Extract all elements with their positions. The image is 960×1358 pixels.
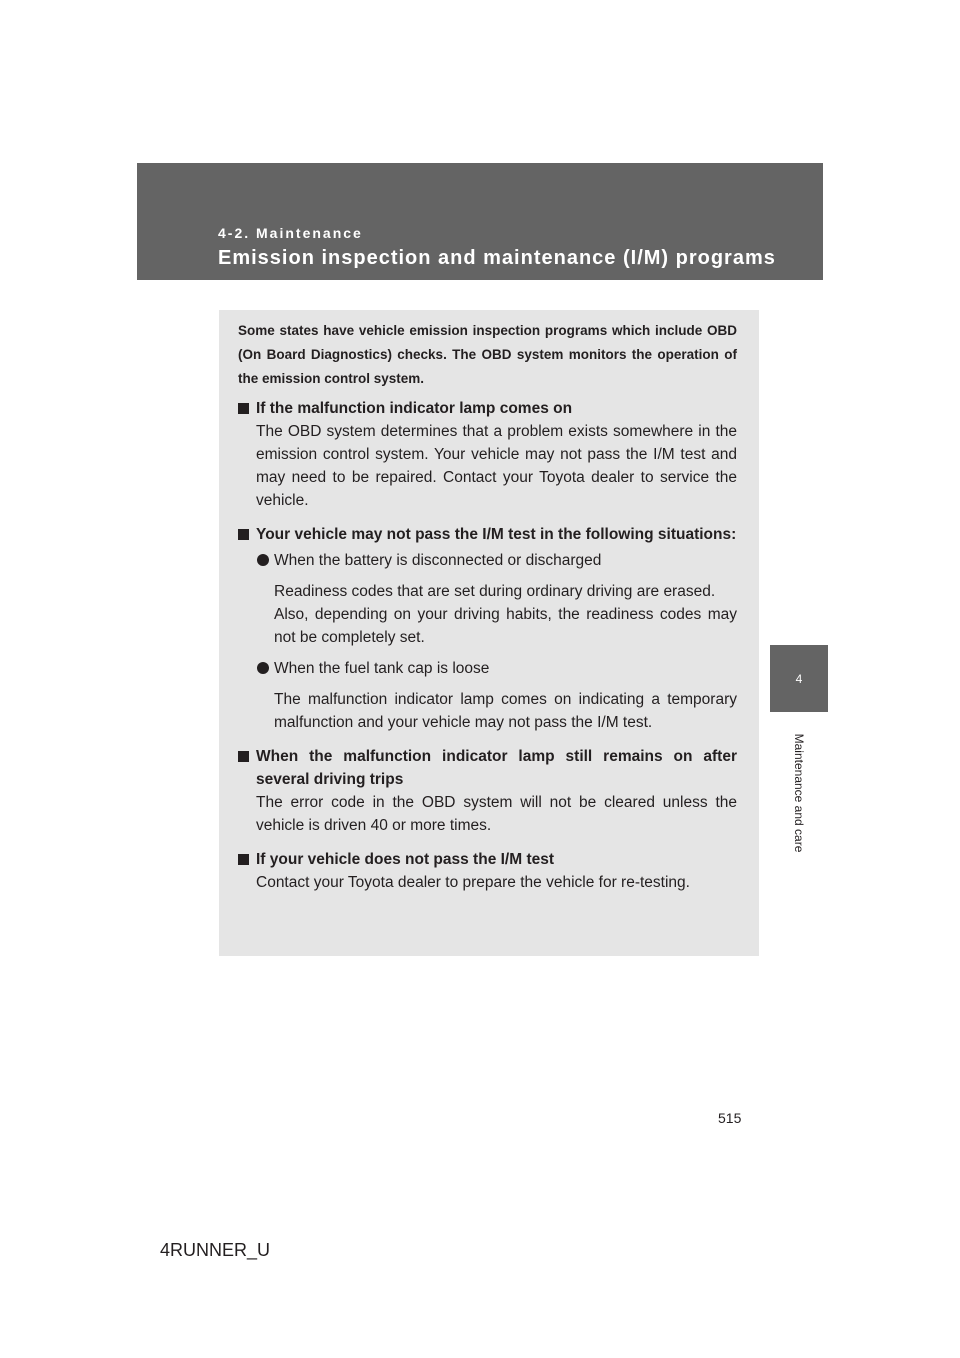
list-item bbox=[238, 549, 737, 572]
header-band bbox=[137, 163, 823, 280]
section-body: Contact your Toyota dealer to prepare the vehicle for re-testing. bbox=[256, 874, 690, 891]
chapter-number: 4 bbox=[795, 671, 803, 686]
section-lamp-remains-on bbox=[238, 745, 737, 837]
list-item bbox=[238, 657, 737, 680]
bullet-body bbox=[238, 688, 737, 734]
section-title: Your vehicle may not pass the I/M test in the following situations: bbox=[256, 526, 737, 543]
square-bullet-icon bbox=[238, 854, 249, 865]
circle-bullet-icon bbox=[257, 554, 269, 566]
page-title: Emission inspection and maintenance (I/M) programs bbox=[218, 247, 776, 269]
section-body: The error code in the OBD system will not be cleared unless the vehicle is driven 40 or more times. bbox=[256, 794, 737, 834]
section-title: If your vehicle does not pass the I/M test bbox=[256, 851, 555, 868]
page-number: 515 bbox=[718, 1110, 742, 1126]
content-box bbox=[219, 310, 759, 956]
intro-text: Some states have vehicle emission inspection programs which include OBD (On Board Diagnostics) checks. The OBD system monitors the operation of the emission control system. bbox=[238, 323, 737, 386]
section-lamp-on bbox=[238, 397, 737, 512]
bullet-label: When the battery is disconnected or discharged bbox=[274, 552, 602, 569]
square-bullet-icon bbox=[238, 751, 249, 762]
section-body: The OBD system determines that a problem exists somewhere in the emission control system. Your vehicle may not pass the I/M test and may need to be repaired. Contact your Toyota dealer to service the vehicle. bbox=[256, 423, 737, 509]
square-bullet-icon bbox=[238, 529, 249, 540]
circle-bullet-icon bbox=[257, 662, 269, 674]
bullet-line: The malfunction indicator lamp comes on indicating a temporary malfunction and your vehicle may not pass the I/M test. bbox=[274, 691, 737, 731]
chapter-tab bbox=[770, 645, 828, 712]
section-not-pass bbox=[238, 848, 737, 894]
document-id: 4RUNNER_U bbox=[160, 1240, 271, 1260]
bullet-body bbox=[238, 580, 737, 649]
square-bullet-icon bbox=[238, 403, 249, 414]
section-label: 4-2. Maintenance bbox=[218, 225, 363, 241]
section-may-not-pass bbox=[238, 523, 737, 734]
bullet-line: Readiness codes that are set during ordinary driving are erased. bbox=[274, 583, 716, 600]
section-title: If the malfunction indicator lamp comes on bbox=[256, 400, 573, 417]
bullet-line: Also, depending on your driving habits, the readiness codes may not be completely set. bbox=[274, 606, 737, 646]
bullet-label: When the fuel tank cap is loose bbox=[274, 660, 490, 677]
section-title: When the malfunction indicator lamp still remains on after several driving trips bbox=[256, 748, 737, 788]
chapter-label: Maintenance and care bbox=[792, 733, 806, 853]
